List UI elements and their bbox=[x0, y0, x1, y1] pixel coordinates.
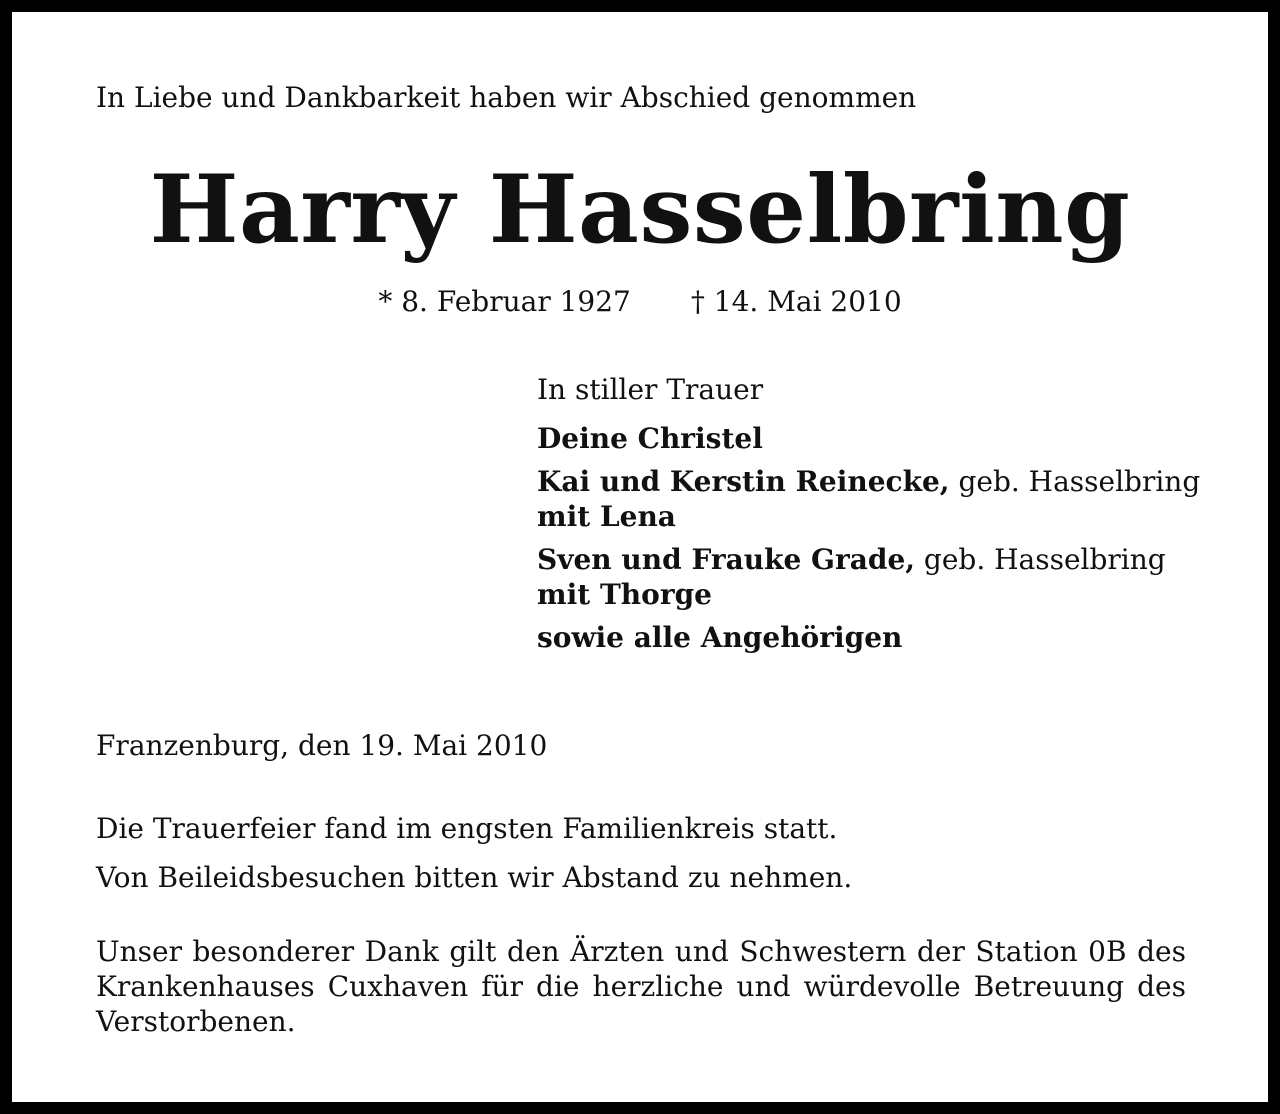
mourner-family-2-maiden: geb. Hasselbring bbox=[923, 543, 1166, 576]
mourner-family-2 bbox=[537, 542, 1200, 577]
mourner-wife: Deine Christel bbox=[537, 422, 763, 455]
deceased-name: Harry Hasselbring bbox=[149, 155, 1131, 265]
mourner-family-1-child: mit Lena bbox=[537, 500, 676, 533]
mourners-block bbox=[537, 372, 1200, 655]
mourners-heading: In stiller Trauer bbox=[537, 373, 764, 406]
ceremony-info bbox=[96, 804, 852, 902]
death-date: † 14. Mai 2010 bbox=[690, 285, 902, 318]
mourner-family-2-child: mit Thorge bbox=[537, 578, 712, 611]
intro-line: In Liebe und Dankbarkeit haben wir Abschied genommen bbox=[96, 81, 917, 114]
thanks-paragraph: Unser besonderer Dank gilt den Ärzten und Schwestern der Station 0B des Krankenhauses Cuxhaven für die herzliche und würdevolle Betreuung des Verstorbenen. bbox=[96, 935, 1186, 1038]
life-dates bbox=[12, 280, 1268, 324]
mourner-relatives: sowie alle Angehörigen bbox=[537, 621, 903, 654]
ceremony-line-1: Die Trauerfeier fand im engsten Familienkreis statt. bbox=[96, 812, 838, 845]
birth-date: * 8. Februar 1927 bbox=[378, 285, 631, 318]
mourner-family-1-maiden: geb. Hasselbring bbox=[958, 465, 1201, 498]
mourner-family-1-names: Kai und Kerstin Reinecke, bbox=[537, 465, 950, 498]
mourner-family-1 bbox=[537, 464, 1200, 499]
ceremony-line-2: Von Beileidsbesuchen bitten wir Abstand zu nehmen. bbox=[96, 861, 853, 894]
mourner-family-2-names: Sven und Frauke Grade, bbox=[537, 543, 915, 576]
place-and-date: Franzenburg, den 19. Mai 2010 bbox=[96, 729, 548, 762]
